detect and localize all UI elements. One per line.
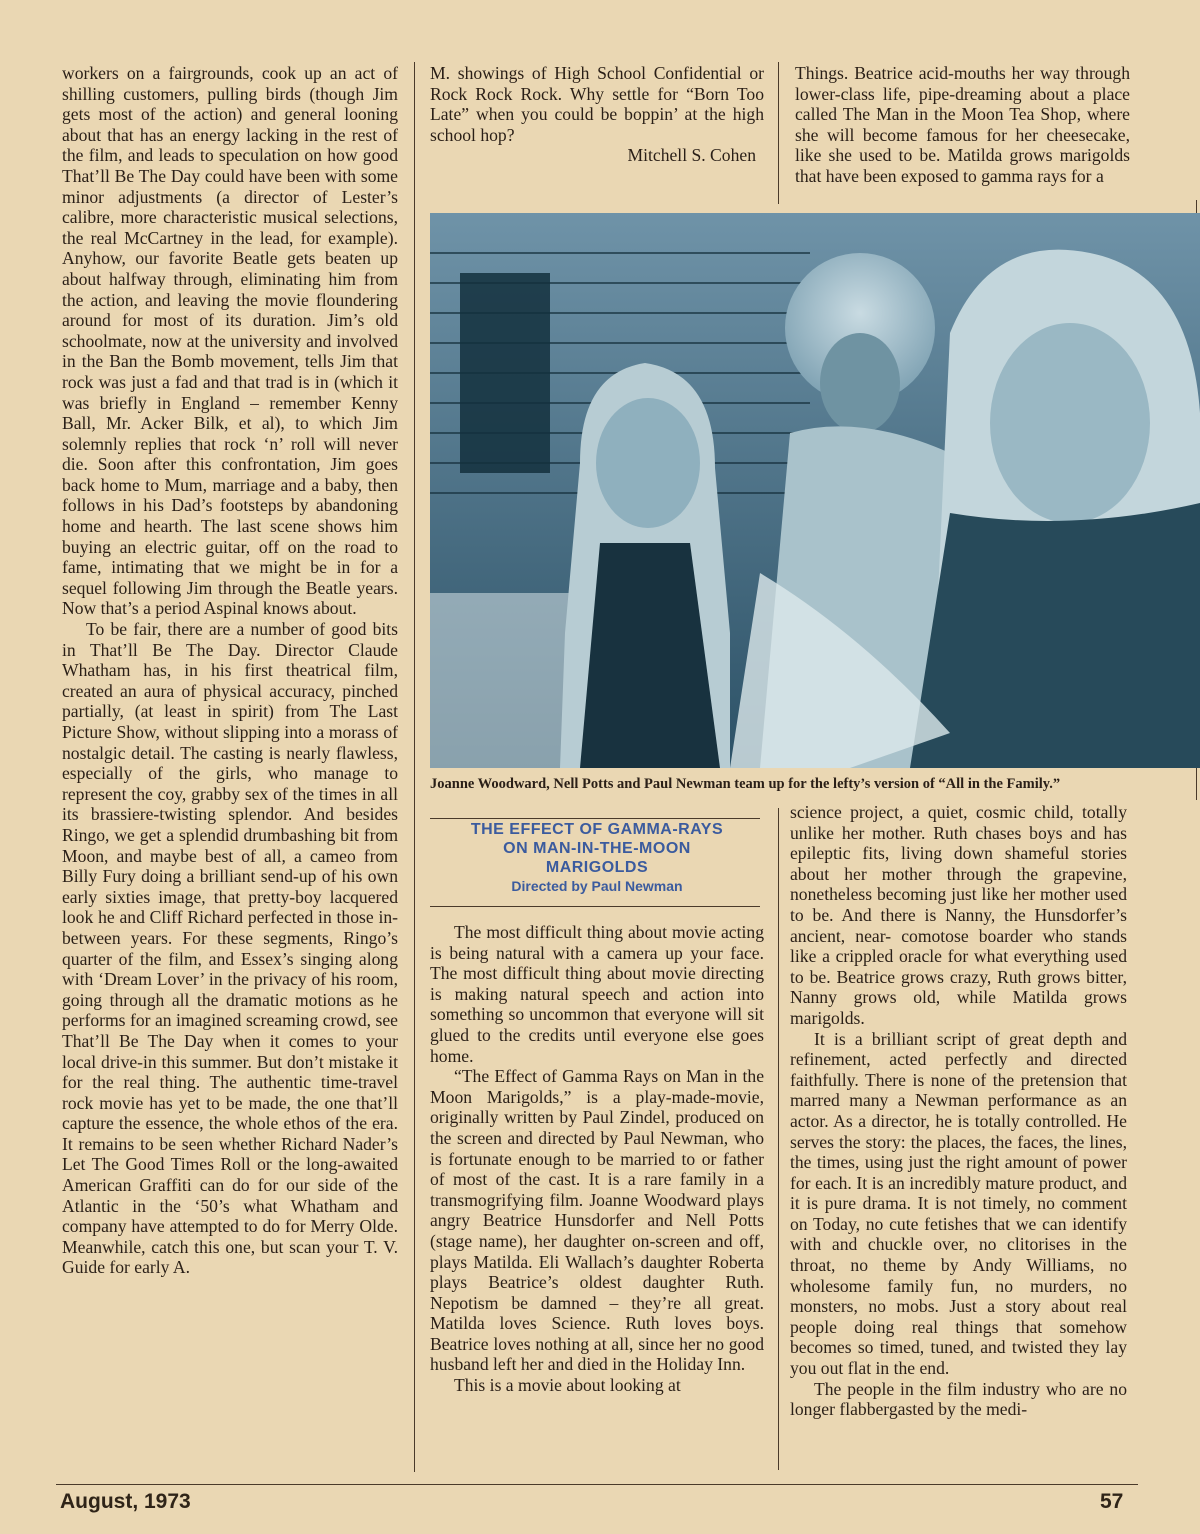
review-title-line: THE EFFECT OF GAMMA-RAYS bbox=[470, 821, 724, 838]
footer-rule bbox=[56, 1484, 1138, 1485]
paragraph: science project, a quiet, cosmic child, totally unlike her mother. Ruth chases boys and has epileptic fits, living down shameful stories about her mother through the grapevine, nonetheless becoming just like her mother used to be. And there is Nanny, the Hunsdorfer’s ancient, near- comotose boarder who stands like a crippled oracle for what everything used to be. Beatrice grows crazy, Ruth grows bitter, Nanny grows old, while Matilda grows marigolds. bbox=[790, 802, 1127, 1028]
paragraph: Things. Beatrice acid-mouths her way through lower-class life, pipe-dreaming about a place called The Man in the Moon Tea Shop, where she will become famous for her cheesecake, like she used to be. Matilda grows marigolds that have been exposed to gamma rays for a bbox=[795, 63, 1130, 186]
paragraph: workers on a fairgrounds, cook up an act of shilling customers, pulling birds (though Jim gets most of the action) and general looning about that has an energy lacking in the rest of the film, and leads to speculation on how good That’ll Be The Day could have been with some minor adjustments (a director of Lester’s calibre, more characteristic musical selections, the real McCartney in the lead, for example). Anyhow, our favorite Beatle gets beaten up about halfway through, eliminating him from the action, and leaving the movie floundering around for most of its duration. Jim’s old schoolmate, now at the university and involved in the Ban the Bomb movement, tells Jim that rock was just a fad and that trad is in (which it was briefly in England – remember Kenny Ball, Mr. Acker Bilk, et al), to which Jim solemnly replies that rock ‘n’ roll will never die. Soon after this confrontation, Jim goes back home to Mum, marriage and a baby, then follows in his Dad’s footsteps by abandoning home and hearth. The last scene shows him buying an electric guitar, off on the road to fame, intimating that we might be in for a sequel following Jim through the Beatle years. Now that’s a period Aspinal knows about. bbox=[62, 63, 398, 619]
article-column-1 bbox=[62, 63, 398, 1278]
author-byline: Mitchell S. Cohen bbox=[627, 145, 756, 166]
paragraph: The most difficult thing about movie acting is being natural with a camera up your face. The most difficult thing about movie directing is making natural speech and action into something so uncommon that everyone will sit glued to the credits until everyone else goes home. bbox=[430, 922, 764, 1066]
review-title-line: MARIGOLDS bbox=[545, 859, 649, 876]
column-divider bbox=[778, 808, 779, 1470]
article-column-2 bbox=[430, 922, 764, 1396]
paragraph: This is a movie about looking at bbox=[454, 1375, 681, 1396]
film-still-photo bbox=[430, 213, 1200, 768]
paragraph: M. showings of High School Confidential or Rock Rock Rock. Why settle for “Born Too Late” when you could be boppin’ at the high school hop? bbox=[430, 63, 764, 145]
column-divider bbox=[414, 62, 415, 1472]
film-still-illustration bbox=[430, 213, 1200, 768]
article-column-2-top bbox=[430, 63, 764, 166]
page-number: 57 bbox=[1100, 1490, 1124, 1513]
issue-date: August, 1973 bbox=[60, 1490, 191, 1513]
paragraph: It is a brilliant script of great depth and refinement, acted perfectly and directed faithfully. There is none of the pretension that marred many a Newman performance as an actor. As a director, he is totally controlled. He serves the story: the places, the faces, the lines, the times, using just the right amount of power for each. It is an incredibly mature product, and it is pure drama. It is not timely, no comment on Today, no cute fetishes that we can identify with and chuckle over, no clitorises in the throat, no theme by Andy Williams, no wholesome family fun, no murders, no monsters, no mobs. Just a story about real people doing real things that somehow becomes so timed, tuned, and twisted they lay you out flat in the end. bbox=[790, 1028, 1127, 1379]
paragraph: The people in the film industry who are no longer flabbergasted by the medi- bbox=[790, 1378, 1127, 1420]
review-heading bbox=[430, 820, 764, 896]
article-column-3-top bbox=[795, 63, 1130, 187]
article-column-3 bbox=[790, 802, 1127, 1420]
paragraph: To be fair, there are a number of good bits in That’ll Be The Day. Director Claude Whatham has, in his first theatrical film, created an aura of physical accuracy, pinched partially, (at least in spirit) from The Last Picture Show, without slipping into a morass of nostalgic detail. The casting is nearly flawless, especially of the girls, who manage to represent the coy, grabby sex of the times in all its brassiere-twisting splendor. And besides Ringo, we get a splendid drumbashing bit from Moon, and maybe best of all, a cameo from Billy Fury doing a brilliant send-up of his own early sixties image, that pretty-boy lacquered look he and Cliff Richard perfected in those in-between years. For these segments, Ringo’s quarter of the film, and Essex’s singing along with ‘Dream Lover’ in the privacy of his room, going through all the dramatic motions as he performs for an imagined screaming crowd, see That’ll Be The Day when it comes to your local drive-in this summer. But don’t mistake it for the real thing. The authentic time-travel rock movie has yet to be made, the one that’ll capture the essence, the whole ethos of the era. It remains to be seen whether Richard Nader’s Let The Good Times Roll or the long-awaited American Graffiti can do for our side of the Atlantic in the ‘50’s what Whatham and company have attempted to do for Merry Olde. Meanwhile, catch this one, but scan your T. V. Guide for early A. bbox=[62, 619, 398, 1278]
column-divider bbox=[778, 62, 779, 204]
director-credit: Directed by Paul Newman bbox=[511, 878, 683, 894]
heading-rule-bottom bbox=[430, 906, 760, 907]
review-title-line: ON MAN-IN-THE-MOON bbox=[503, 840, 691, 857]
photo-caption: Joanne Woodward, Nell Potts and Paul Newman team up for the lefty’s version of “All in the Family.” bbox=[430, 776, 1061, 792]
heading-rule-top bbox=[430, 818, 760, 819]
paragraph: “The Effect of Gamma Rays on Man in the Moon Marigolds,” is a play-made-movie, originally written by Paul Zindel, produced on the screen and directed by Paul Newman, who is fortunate enough to be married to or father of most of the cast. It is a rare family in a transmogrifying film. Joanne Woodward plays angry Beatrice Hunsdorfer and Nell Potts (stage name), her daughter on-screen and off, plays Matilda. Eli Wallach’s daughter Roberta plays Beatrice’s oldest daughter Ruth. Nepotism be damned – they’re all great. Matilda loves Science. Ruth loves boys. Beatrice loves nothing at all, since her no good husband left her and died in the Holiday Inn. bbox=[430, 1066, 764, 1375]
